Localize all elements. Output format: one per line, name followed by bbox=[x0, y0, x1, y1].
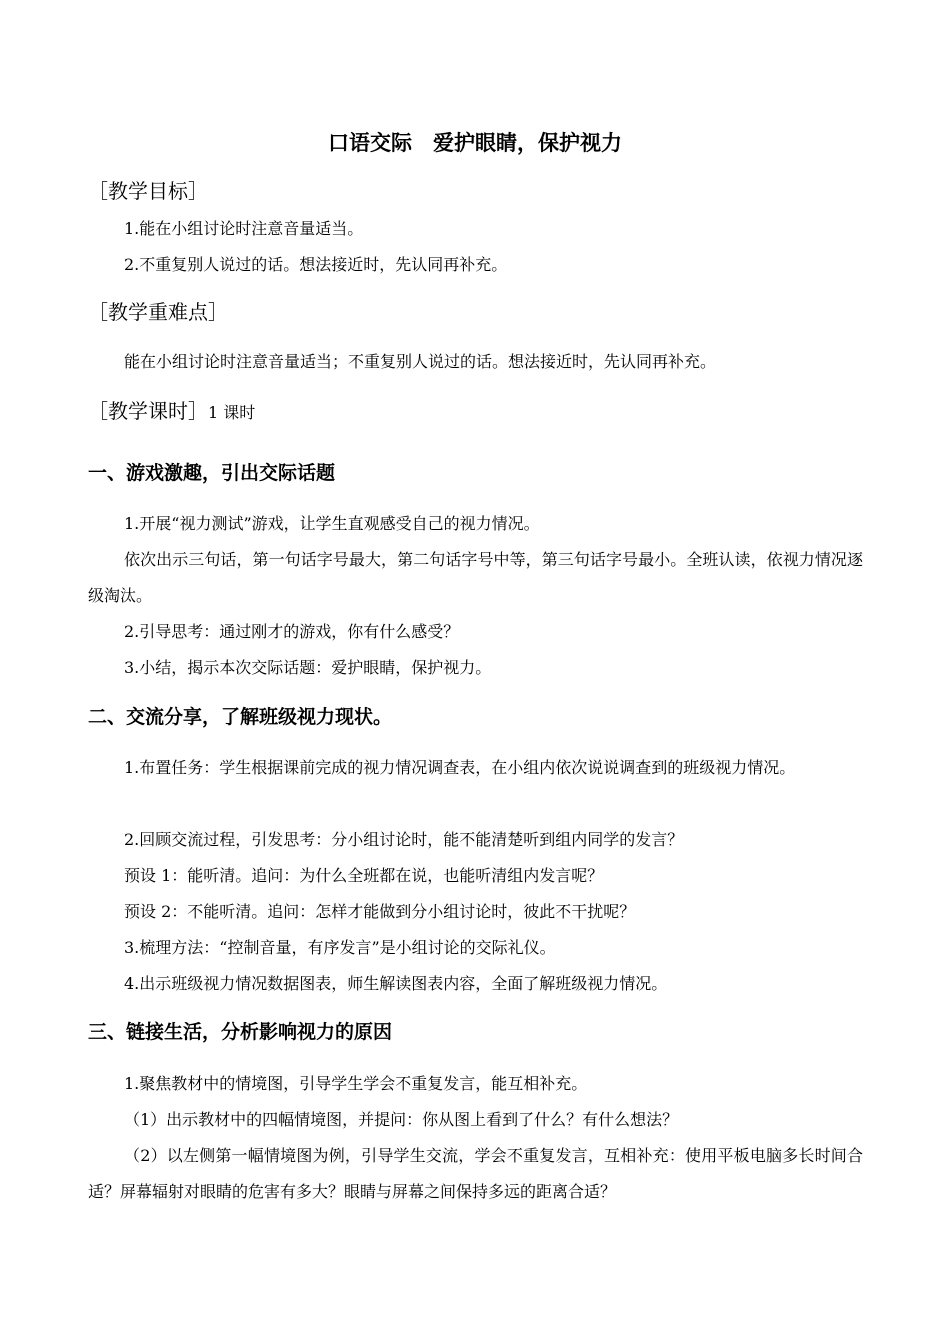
section-1-paragraph-4: 3.小结，揭示本次交际话题：爱护眼睛，保护视力。 bbox=[124, 658, 492, 677]
section-1-paragraph-1: 1.开展“视力测试”游戏，让学生直观感受自己的视力情况。 bbox=[124, 514, 540, 533]
section-2-paragraph-5: 3.梳理方法：“控制音量，有序发言”是小组讨论的交际礼仪。 bbox=[124, 938, 556, 957]
section-2-paragraph-1: 1.布置任务：学生根据课前完成的视力情况调查表，在小组内依次说说调查到的班级视力情况。 bbox=[124, 758, 796, 777]
key-points-text: 能在小组讨论时注意音量适当；不重复别人说过的话。想法接近时，先认同再补充。 bbox=[124, 352, 717, 371]
section-3-paragraph-2: （1）出示教材中的四幅情境图，并提问：你从图上看到了什么？有什么想法？ bbox=[124, 1110, 679, 1129]
goal-item-1: 1.能在小组讨论时注意音量适当。 bbox=[124, 219, 364, 238]
key-points-heading: ［教学重难点］ bbox=[88, 300, 228, 324]
class-hours-value: 1 课时 bbox=[208, 403, 256, 422]
section-2-paragraph-4: 预设 2：不能听清。追问：怎样才能做到分小组讨论时，彼此不干扰呢？ bbox=[124, 902, 636, 921]
goal-item-2: 2.不重复别人说过的话。想法接近时，先认同再补充。 bbox=[124, 255, 508, 274]
section-2-heading: 二、交流分享，了解班级视力现状。 bbox=[88, 706, 393, 728]
section-2-paragraph-3: 预设 1：能听清。追问：为什么全班都在说，也能听清组内发言呢？ bbox=[124, 866, 604, 885]
class-hours-line bbox=[88, 397, 255, 427]
goals-heading: ［教学目标］ bbox=[88, 179, 208, 203]
section-1-paragraph-2: 依次出示三句话，第一句话字号最大，第二句话字号中等，第三句话字号最小。全班认读，依视力情况逐级淘汰。 bbox=[88, 550, 863, 605]
section-1-heading: 一、游戏激趣，引出交际话题 bbox=[88, 462, 336, 484]
section-2-paragraph-2: 2.回顾交流过程，引发思考：分小组讨论时，能不能清楚听到组内同学的发言？ bbox=[124, 830, 684, 849]
section-3-paragraph-1: 1.聚焦教材中的情境图，引导学生学会不重复发言，能互相补充。 bbox=[124, 1074, 588, 1093]
class-hours-heading: ［教学课时］ bbox=[88, 399, 208, 423]
section-1-paragraph-3: 2.引导思考：通过刚才的游戏，你有什么感受？ bbox=[124, 622, 460, 641]
section-3-paragraph-3: （2）以左侧第一幅情境图为例，引导学生交流，学会不重复发言，互相补充：使用平板电脑多长时间合适？屏幕辐射对眼睛的危害有多大？眼睛与屏幕之间保持多远的距离合适？ bbox=[88, 1146, 863, 1201]
document-title: 口语交际 爱护眼睛，保护视力 bbox=[328, 131, 622, 155]
section-2-paragraph-6: 4.出示班级视力情况数据图表，师生解读图表内容，全面了解班级视力情况。 bbox=[124, 974, 668, 993]
section-3-heading: 三、链接生活，分析影响视力的原因 bbox=[88, 1021, 393, 1043]
